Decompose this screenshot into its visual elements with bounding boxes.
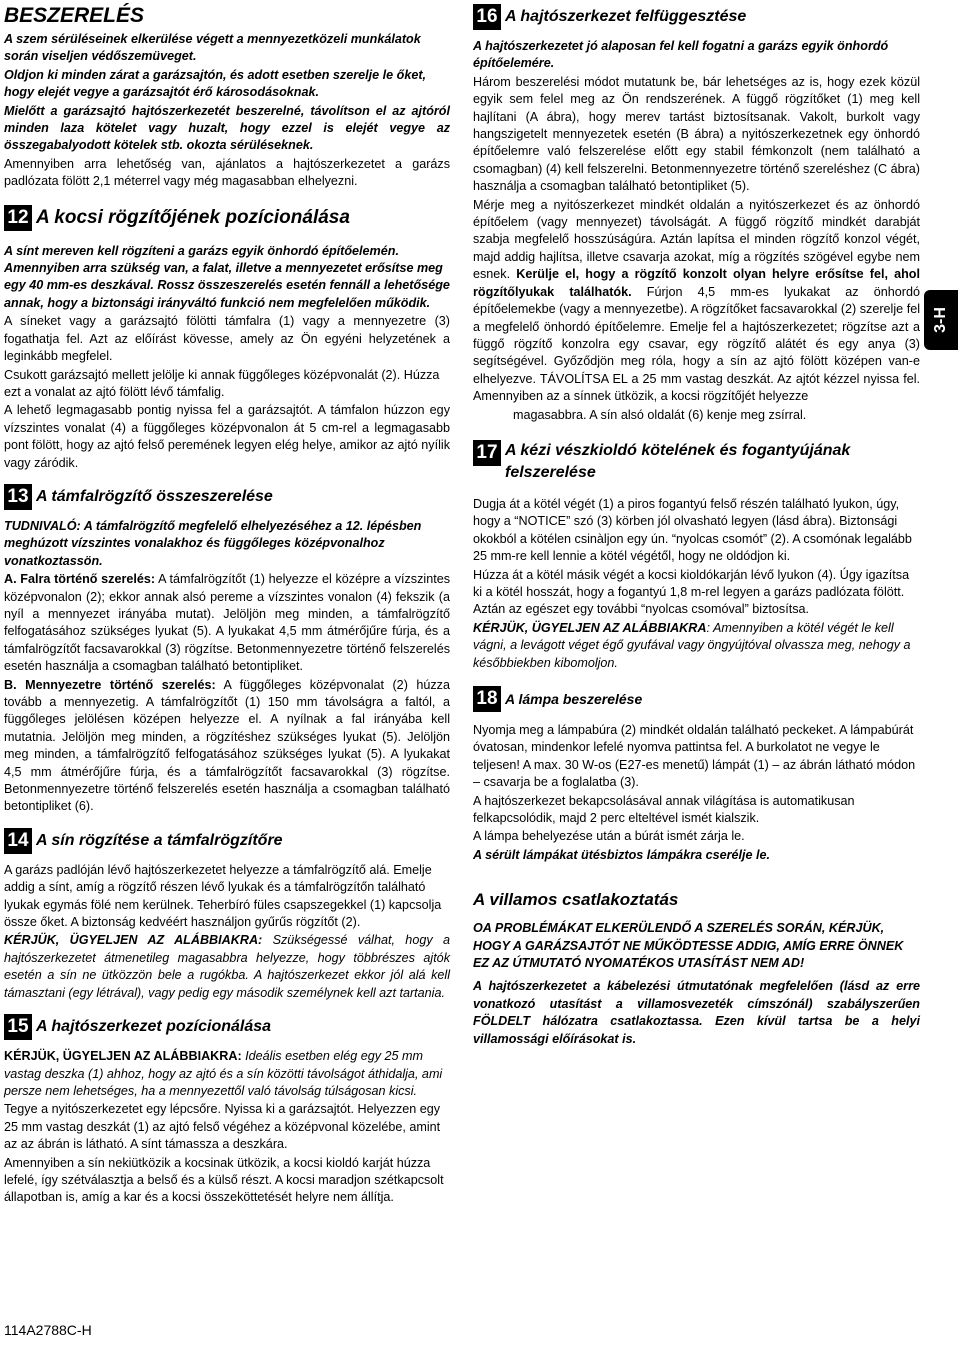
electrical-heading: A villamos csatlakoztatás xyxy=(473,890,679,910)
section-title: A kézi vészkioldó kötelének és fogantyújának felszerelése xyxy=(505,441,851,481)
right-column xyxy=(473,4,920,1049)
warning-label: KÉRJÜK, ÜGYELJEN AZ ALÁBBIAKRA xyxy=(473,620,707,635)
paragraph: Nyomja meg a lámpabúra (2) mindkét oldalán található peckeket. A lámpabúrát óvatosan, mindenkor lefelé nyomva pattintsa fel. A burkolatot ne vegye le teljesen! A max. 30 W-os (E27-es menetű) lámpát (1) – az ábrán látható módon – csavarja be a foglalatba (3). xyxy=(473,723,916,790)
paragraph-body: A függőleges középvonalat (2) húzza tovább a mennyezetig. A támfalrögzítőt (1) 150 mm távolságra a faltól, a függőleges jelölésen középen helyezze el. A nyílnak a fal irányába kell mutatnia. Jelöljön meg minden, a rögzítéshez szükséges lyukat (5). Jelöljön meg minden, a támfalrögzítő felfogatásához szükséges lyukat (5). A lyukakat 4,5 mm átmérőjűre fúrja, és a támfalrögzítőt facsavarokkal (3) rögzítse. Betonmennyezetre történő felszerelés esetén használja a csomagban található betontipliket (6). xyxy=(4,677,450,814)
section-number: 12 xyxy=(4,205,32,231)
warning-body: : Amennyiben a kötél végét le kell vágni, a levágott véget égő gyufával vagy öngyújtóval olvassza meg, nehogy a későbbiekben kibomoljon. xyxy=(473,620,911,670)
section-number: 15 xyxy=(4,1014,32,1040)
section-title: A támfalrögzítő összeszerelése xyxy=(36,487,273,505)
warning-text: A hajtószerkezetet jó alaposan fel kell fogatni a garázs egyik önhordó építőelemére. xyxy=(473,39,889,71)
paragraph-body: Fúrjon 4,5 mm-es lyukakat az önhordó építőelemekbe (vagy a mennyezetbe). A rögzítőket facsavarokkal (2) szerelje fel a megfelelő önhordó építőelemre. Emelje fel a hajtószerkezetet; rögzítse azt a függő rögzítő konzolra egy csavar, egy rögzítő alátét és egy anya (3) segítségével. Győződjön meg róla, hogy a sín az ajtó fölött középen van-e elhelyezve. TÁVOLÍTSA EL a 25 mm vastag deszkát. Az ajtót kézzel nyissa fel. Amennyiben az a sínnek ütközik, a kocsi rögzítőjét helyezze xyxy=(473,284,920,404)
warning-text: A sérült lámpákat ütésbiztos lámpákra cserélje le. xyxy=(473,847,771,862)
paragraph: Három beszerelési módot mutatunk be, bár lehetséges az is, hogy ezek közül egyik sem felel meg az Ön rendszerének. A függő rögzítőket (1) meg kell hajlítani (A ábra), hogy merev tartást biztosítsanak. Vakolt, burkolt vagy hangszigetelt mennyezetek esetén (B ábra) a nyitószerkezetnek egy önhordó építőelemre való felszerelése előtt egy stabil fémkonzolt (nem található a csomagban) (4) kell felszerelni. Betonmennyezetre történő szereléshez (C ábra) használja a csomagban található betontipliket (5). xyxy=(473,74,920,194)
paragraph xyxy=(473,197,920,406)
warning-text xyxy=(4,1048,450,1100)
section-number: 14 xyxy=(4,828,32,854)
paragraph: A garázs padlóján lévő hajtószerkezetet helyezze a támfalrögzítő alá. Emelje addig a sínt, amíg a rögzítő részen lévő lyukak és a támfalrögzítőn található lyukak egymás fölé nem kerülnek. Teherbíró füles csapszegekkel (1) kapcsolja össze őket. A biztonság kedvéért használjon gyűrűs rögzítőt (2). xyxy=(4,862,442,930)
warning-label: KÉRJÜK, ÜGYELJEN AZ ALÁBBIAKRA: xyxy=(4,933,263,948)
paragraph: magasabbra. A sín alsó oldalát (6) kenje meg zsírral. xyxy=(513,407,807,422)
warning-text: A sínt mereven kell rögzíteni a garázs egyik önhordó építőelemén. Amennyiben arra szükség van, a falat, illetve a mennyezetet erősítse meg egy 40 mm-es deszkával. Rossz összeszerelés esetén fennáll a lehetősége annak, hogy a biztonsági irányváltó funkció nem megfelelően működik. xyxy=(4,243,450,310)
paragraph: Húzza át a kötél másik végét a kocsi kioldókarján lévő lyukon (4). Úgy igazítsa ki a kötél hosszát, hogy a fogantyú 1,8 m-rel legyen a garázs padlózata fölött. Aztán az egészet egy további “nyolcas csomóval” biztosítsa. xyxy=(473,567,910,617)
warning-text: A hajtószerkezetet a kábelezési útmutatónak megfelelően (lásd az erre vonatkozó utasítást a villamosvezeték címszónál) szabályszerűen FÖLDELT hálózatra csatlakoztassa. Ezen kívül tartsa be a helyi villamossági előírásokat is. xyxy=(473,979,920,1046)
left-column xyxy=(4,4,450,1208)
warning-text xyxy=(473,620,920,672)
section-18-heading xyxy=(473,686,920,712)
section-title: A kocsi rögzítőjének pozícionálása xyxy=(36,206,350,228)
section-title: A lámpa beszerelése xyxy=(505,691,643,707)
paragraph: Dugja át a kötél végét (1) a piros fogantyú felső részén található lyukon, úgy, hogy a “NOTICE” szó (3) körben jól olvasható legyen (lásd ábra). Biztonsági okokból a kötélen csinàljon egy ún. “nyolcas csomót” (2). A csomónak legalább 25 mm-re kell lennie a kötél végétől, hogy ne oldódjon ki. xyxy=(473,496,912,564)
paragraph-body: A támfalrögzítőt (1) helyezze el középre a vízszintes középvonalon (2); ekkor annak alsó pereme a vízszintes vonalon (4) fekszik (a nyíl a mennyezet irányába mutat). Jelöljön meg minden, a támfalrögzítő felfogatásához szükséges lyukat (5). A lyukakat 4,5 mm átmérőjűre fúrja, és a támfalrögzítőt facsavarokkal (3) rögzítse. Betonmennyezetre történő felszerelés esetén használja a csomagban található betontipliket. xyxy=(4,572,450,674)
emphasis-text: Kerülje el, hogy a rögzítő konzolt olyan helyre erősítse fel, ahol rögzítőlyukak találhatók. xyxy=(473,267,920,299)
subheading: B. Mennyezetre történő szerelés: xyxy=(4,677,216,692)
paragraph: A síneket vagy a garázsajtó fölötti támfalra (1) vagy a mennyezetre (3) fogathatja fel. Azt az előírást kövesse, amely az Ön egyéni helyzetének a leginkább megfelel. xyxy=(4,314,450,364)
page-tab-label: 3-H xyxy=(932,307,949,333)
section-12-heading xyxy=(4,205,450,231)
paragraph: Tegye a nyitószerkezetet egy lépcsőre. Nyissa ki a garázsajtót. Helyezzen egy 25 mm vastag deszkát (1) az ajtó felső végéhez a középvonal közelébe, amint az az ábrán is látható. A sínt támassza a deszkára. xyxy=(4,1102,441,1152)
note-text: TUDNIVALÓ: A támfalrögzítő megfelelő elhelyezéséhez a 12. lépésben meghúzott vízszintes vonalakhoz és függőleges középvonalhoz vonatkoztassön. xyxy=(4,518,422,568)
section-number: 17 xyxy=(473,440,501,466)
section-number: 18 xyxy=(473,686,501,712)
paragraph xyxy=(4,677,450,816)
warning-body: Szükségessé válhat, hogy a hajtószerkezetet átmenetileg magasabbra helyezze, hogy többrészes ajtók esetén a sín ne ütközzön bele a rugókba. A hajtószerkezet ekkor jól alá kell támasztani (egy létrával), vagy pedig egy második személynek kell azt tartania. xyxy=(4,933,450,1000)
paragraph: A lámpa behelyezése után a búrát ismét zárja le. xyxy=(473,829,745,844)
warning-text: OA PROBLÉMÁKAT ELKERÜLENDŐ A SZERELÉS SORÁN, KÉRJÜK, HOGY A GARÁZSAJTÓT NE MŰKÖDTESSE ADDIG, AMÍG ERRE ÖNNEK EZ AZ ÚTMUTATÓ NYOMATÉKOS UTASÍTÁST NEM AD! xyxy=(473,921,904,971)
section-15-heading xyxy=(4,1014,450,1040)
document-code: 114A2788C-H xyxy=(4,1322,92,1338)
paragraph: Amennyiben arra lehetőség van, ajánlatos a hajtószerkezetet a garázs padlózata fölött 2,1 méterrel vagy még magasabban elhelyezni. xyxy=(4,156,450,189)
paragraph: A lehető legmagasabb pontig nyissa fel a garázsajtót. A támfalon húzzon egy vízszintes vonalat (4) a függőleges középvonalon át 5 cm-rel a legmagasabb pont fölött, hogy az ajtó felső peremének legyen elég helye, amikor az ajtó nyílik vagy záródik. xyxy=(4,403,450,470)
warning-body: Ideális esetben elég egy 25 mm vastag deszka (1) ahhoz, hogy az ajtó és a sín közötti távolságot áthidalja, ami persze nem lehetséges, ha a mennyezettől való távolság túlságosan kicsi. xyxy=(4,1049,443,1098)
warning-text xyxy=(4,932,450,1002)
paragraph-body: Mérje meg a nyitószerkezet mindkét oldalán a nyitószerkezet és az önhordó építőelem (vagy mennyezet) távolságát. A függő rögzítő mindkét darabját szabja megfelelő hosszúságúra. Aztán lapítsa el minden rögzítő konzol végét, majd addig hajlítsa, illetve csavarja azokat, míg a rögzítés szögével egybe nem esnek. xyxy=(473,197,920,282)
warning-label: KÉRJÜK, ÜGYELJEN AZ ALÁBBIAKRA: xyxy=(4,1049,242,1064)
section-title: A hajtószerkezet pozícionálása xyxy=(36,1018,272,1036)
paragraph xyxy=(4,571,450,675)
section-title: A hajtószerkezet felfüggesztése xyxy=(505,8,747,25)
section-13-heading xyxy=(4,484,450,510)
section-number: 13 xyxy=(4,484,32,510)
section-14-heading xyxy=(4,828,450,854)
warning-text: Oldjon ki minden zárat a garázsajtón, és adott esetben szerelje le őket, hogy elejét vegye a garázsajtót érő károsodásoknak. xyxy=(4,67,427,100)
paragraph: Csukott garázsajtó mellett jelölje ki annak függőleges középvonalát (2). Húzza ezt a vonalat az ajtó fölött lévő támfalig. xyxy=(4,367,440,399)
warning-text: A szem sérüléseinek elkerülése végett a mennyezetközeli munkálatok során viseljen védőszemüveget. xyxy=(4,32,421,64)
section-title: A sín rögzítése a támfalrögzítőre xyxy=(36,831,283,849)
page-tab xyxy=(924,290,958,350)
page-title: BESZERELÉS xyxy=(4,4,145,27)
paragraph: A hajtószerkezet bekapcsolásával annak világítása is automatikusan felkapcsolódik, majd 2 perc elteltével ismét kialszik. xyxy=(473,793,855,826)
section-17-heading xyxy=(473,440,920,484)
paragraph: Amennyiben a sín nekiütközik a kocsinak ütközik, a kocsi kioldó karját húzza lefelé, így szétválasztja a belső és a külső részt. A kocsi maradjon szétkapcsolt állapotban is, amíg a kar és a kocsi összeköttetését helyre nem állítja. xyxy=(4,1155,444,1205)
subheading: A. Falra történő szerelés: xyxy=(4,572,156,587)
warning-text: Mielőtt a garázsajtó hajtószerkezetét beszerelné, távolítson el az ajtóról minden laza kötelet vagy huzalt, hogy ezzel is elejét vegye az összegabalyodott kötelek stb. okozta sérüléseknek. xyxy=(4,103,450,153)
section-number: 16 xyxy=(473,4,501,30)
section-16-heading xyxy=(473,4,920,30)
